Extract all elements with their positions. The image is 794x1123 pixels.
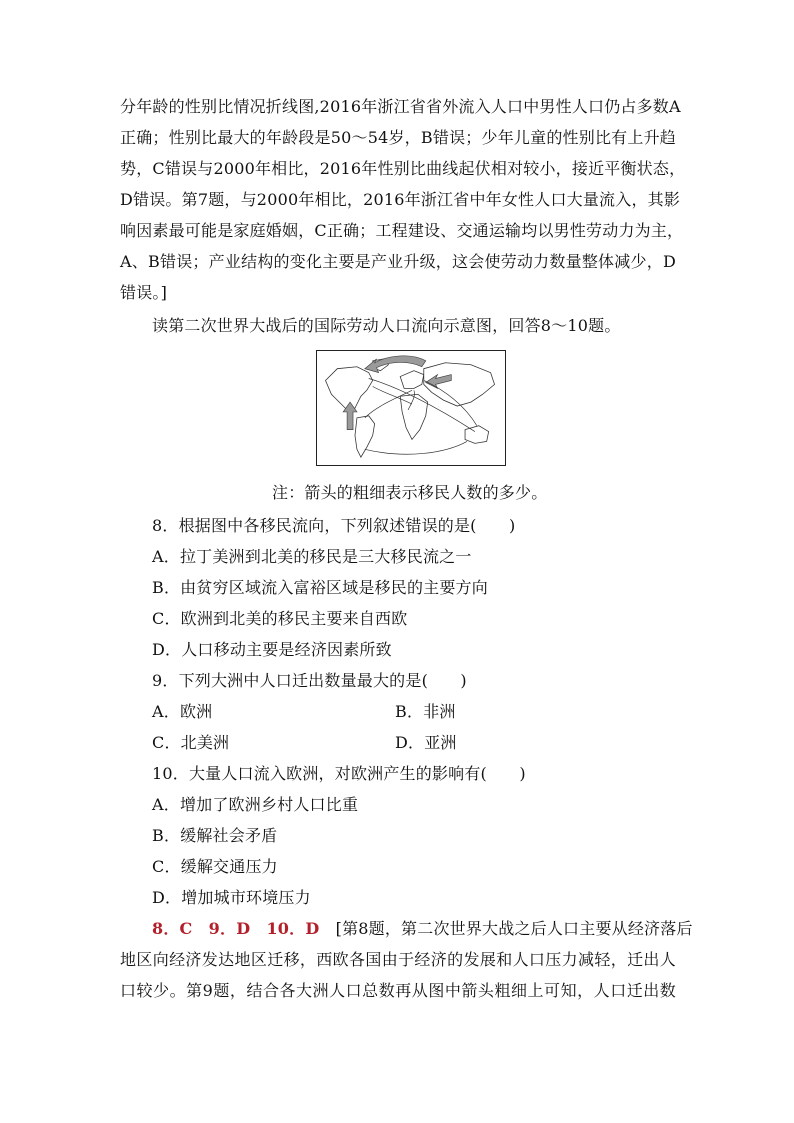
intro-line-7: 错误。]: [120, 283, 168, 302]
intro-line-6: A、B错误；产业结构的变化主要是产业升级，这会使劳动力数量整体减少，D: [120, 252, 676, 271]
question-9-option-a: A．欧洲: [152, 702, 213, 721]
migration-map-figure: [316, 350, 506, 466]
intro-line-1: 分年龄的性别比情况折线图,2016年浙江省省外流入人口中男性人口仍占多数A: [120, 97, 681, 116]
question-8-option-c: C．欧洲到北美的移民主要来自西欧: [152, 609, 408, 628]
question-8-option-d: D．人口移动主要是经济因素所致: [152, 640, 392, 659]
answer-key: 8．C 9．D 10．D: [152, 919, 320, 938]
answer-line-2: 地区向经济发达地区迁移，西欧各国由于经济的发展和人口压力减轻，迁出人: [120, 950, 676, 969]
intro-line-3: 势，C错误与2000年相比，2016年性别比曲线起伏相对较小，接近平衡状态，: [120, 159, 686, 178]
question-9-option-b: B．非洲: [395, 702, 456, 721]
question-10-option-d: D．增加城市环境压力: [152, 888, 311, 907]
answer-line-3: 口较少。第9题，结合各大洲人口总数再从图中箭头粗细上可知，人口迁出数: [120, 981, 676, 1000]
question-9-option-c: C．北美洲: [152, 733, 230, 752]
intro-line-4: D错误。第7题，与2000年相比，2016年浙江省中年女性人口大量流入，其影: [120, 190, 681, 209]
question-9-stem: 9．下列大洲中人口迁出数量最大的是( ): [152, 671, 467, 690]
question-9-option-d: D．亚洲: [395, 733, 457, 752]
intro-line-2: 正确；性别比最大的年龄段是50～54岁，B错误；少年儿童的性别比有上升趋: [120, 128, 676, 147]
answer-line-1: [152, 919, 693, 939]
question-8-option-b: B．由贫穷区域流入富裕区域是移民的主要方向: [152, 578, 488, 597]
question-10-option-c: C．缓解交通压力: [152, 857, 278, 876]
answer-explanation-start: [第8题，第二次世界大战之后人口主要从经济落后: [319, 919, 693, 938]
question-8-option-a: A．拉丁美洲到北美的移民是三大移民流之一: [152, 547, 472, 566]
intro-line-5: 响因素最可能是家庭婚姻，C正确；工程建设、交通运输均以男性劳动力为主，: [120, 221, 684, 240]
question-8-stem: 8．根据图中各移民流向，下列叙述错误的是( ): [152, 516, 516, 535]
figure-note: 注：箭头的粗细表示移民人数的多少。: [272, 483, 548, 502]
reading-prompt: 读第二次世界大战后的国际劳动人口流向示意图，回答8～10题。: [152, 316, 621, 335]
question-10-option-a: A．增加了欧洲乡村人口比重: [152, 795, 359, 814]
question-10-stem: 10．大量人口流入欧洲，对欧洲产生的影响有( ): [152, 764, 526, 783]
question-10-option-b: B．缓解社会矛盾: [152, 826, 278, 845]
world-map-image: [317, 351, 505, 465]
